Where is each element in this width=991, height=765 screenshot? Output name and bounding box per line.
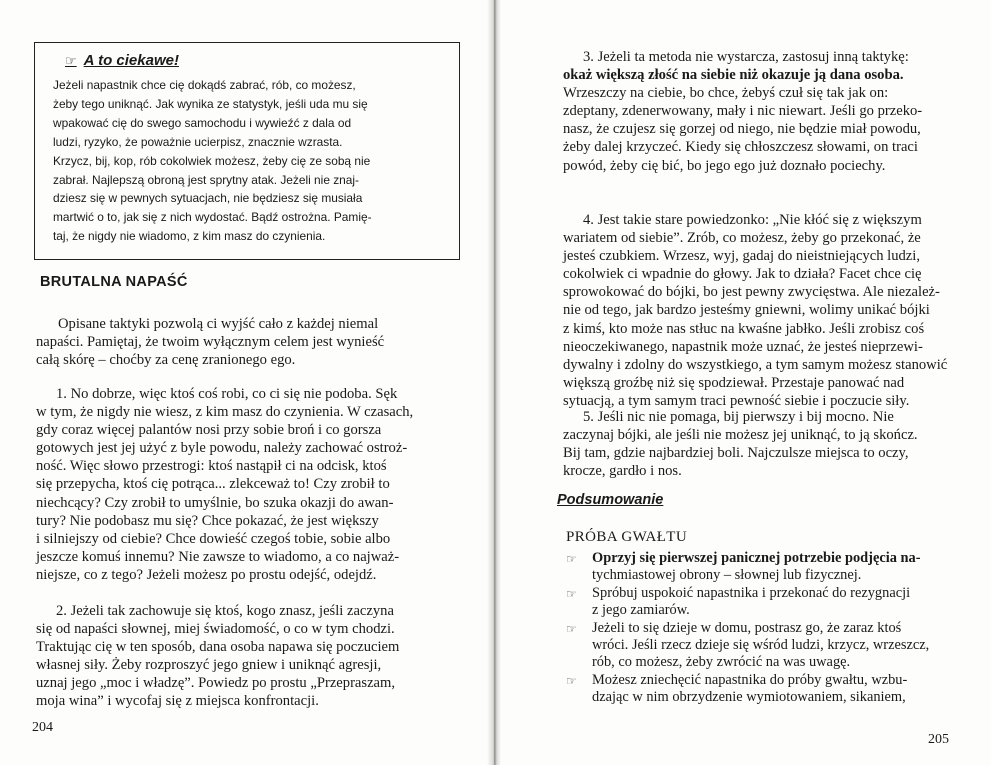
text-line: wariatem od siebie”. Zrób, co możesz, żeby go przekonać, że	[563, 230, 921, 247]
text-line: Jeżeli to się dzieje w domu, postrasz go, że zaraz ktoś	[592, 619, 902, 636]
text-line: całą skórę – choćby za cenę zranionego ego.	[36, 352, 296, 369]
text-line: 4. Jest takie stare powiedzonko: „Nie kłóć się z większym	[583, 212, 922, 228]
book-gutter	[487, 0, 501, 765]
text-line: Jeżeli napastnik chce cię dokądś zabrać, rób, co możesz,	[53, 78, 356, 92]
summary-subheading: PRÓBA GWAŁTU	[566, 529, 688, 545]
pointing-hand-icon: ☞	[566, 673, 577, 688]
pointing-hand-icon: ☞	[566, 552, 577, 566]
paragraph-4	[563, 211, 963, 410]
text-line: Oprzyj się pierwszej panicznej potrzebie podjęcia na-	[592, 550, 921, 566]
text-line: jesteś czubkiem. Wrzesz, wyj, gadaj do nieistniejących ludzi,	[563, 248, 920, 265]
text-line: Bij tam, gdzie najbardziej boli. Najczulsze miejsca to oczy,	[563, 445, 909, 462]
text-line: żeby dalej krzyczeć. Kiedy się chłoszczesz słowami, on traci	[563, 139, 918, 156]
text-line: sprowokować do bójki, bo jest pewny zwycięstwa. Ale niezależ-	[563, 284, 940, 301]
pointing-hand-icon: ☞	[566, 621, 577, 636]
text-line: się przepycha, ktoś cię potrąca... zlekceważ to! Czy zrobił to	[36, 476, 390, 493]
text-line: dywalny i zdolny do wszystkiego, a tym samym możesz stanowić	[563, 356, 948, 373]
text-line: rób, co możesz, żeby zwrócić na was uwagę.	[592, 654, 851, 671]
text-line: nie od tego, jak bardzo jesteśmy gniewni, wolimy unikać bójki	[563, 302, 930, 319]
text-line: sytuacją, a tym samym traci pewność siebie i poczucie siły.	[563, 392, 910, 409]
pointing-hand-icon: ☞	[65, 52, 77, 68]
text-line: niejsze, co z tego? Jeżeli możesz po prostu odejść, odejdź.	[36, 566, 377, 583]
text-line: Możesz zniechęcić napastnika do próby gwałtu, wzbu-	[592, 671, 908, 688]
text-line: nieoczekiwanego, napastnik może uznać, że jesteś nieprzewi-	[563, 338, 923, 355]
text-line: martwić o to, jak się z nich wydostać. Bądź ostrożna. Pamię-	[53, 210, 372, 225]
info-box-title	[65, 52, 445, 69]
text-line: Wrzeszczy na ciebie, bo chce, żebyś czuł się tak jak on:	[563, 85, 889, 102]
paragraph-5	[563, 408, 963, 480]
text-line: cokolwiek ci wpadnie do głowy. Jak to działa? Facet chce cię	[563, 266, 922, 283]
text-line: dziesz się w pewnych sytuacjach, nie będziesz się musiała	[53, 191, 363, 206]
list-item	[566, 620, 960, 672]
text-line: z jego zamiarów.	[592, 602, 690, 619]
right-page	[500, 0, 991, 765]
text-line: większą groźbę niż się spodziewał. Przestaje panować nad	[563, 374, 905, 391]
info-box-title-text: A to ciekawe!	[83, 52, 179, 69]
text-line: niechcący? Czy zrobił to umyślnie, bo szuka okazji do awan-	[36, 494, 394, 511]
text-line: wpakować cię do swego samochodu i wywieźć z dala od	[53, 115, 352, 130]
text-line: 5. Jeśli nic nie pomaga, bij pierwszy i bij mocno. Nie	[583, 409, 894, 425]
text-line: Traktując cię w ten sposób, dana osoba napawa się poczuciem	[36, 639, 400, 656]
summary-heading: Podsumowanie	[557, 492, 664, 508]
text-line: zaczynaj bójki, ale jeśli nie możesz jej uniknąć, to ją skończ.	[563, 427, 918, 444]
text-line: nasz, że czujesz się gorzej od niego, nie będzie miał powodu,	[563, 121, 921, 138]
text-line: Spróbuj uspokoić napastnika i przekonać do rezygnacji	[592, 584, 911, 601]
text-line: własnej siły. Żeby rozproszyć jego gniew i uniknąć agresji,	[36, 657, 382, 674]
text-line: się od napaści słownej, miej świadomość, o co w tym chodzi.	[36, 621, 395, 638]
summary-list	[566, 550, 960, 707]
text-line: tury? Nie podobasz mu się? Chce pokazać, że jest większy	[36, 512, 379, 529]
text-line: 2. Jeżeli tak zachowuje się ktoś, kogo znasz, jeśli zaczyna	[56, 603, 394, 619]
text-line: ność. Więc słowo przestrogi: ktoś nastąpił ci na odcisk, ktoś	[36, 458, 387, 475]
paragraph-2	[36, 602, 438, 711]
text-line: w tym, że nigdy nie wiesz, z kim masz do czynienia. W czasach,	[36, 404, 414, 421]
text-line: zabrał. Najlepszą obroną jest sprytny atak. Jeżeli nie znaj-	[53, 172, 360, 187]
text-line: Opisane taktyki pozwolą ci wyjść cało z każdej niemal	[58, 316, 379, 332]
intro-paragraph	[36, 315, 438, 369]
text-line: jeszcze komuś innemu? Nie zawsze to wiadomo, a co najważ-	[36, 548, 400, 565]
info-box-text	[53, 76, 445, 246]
text-line: 1. No dobrze, więc ktoś coś robi, co ci się nie podoba. Sęk	[56, 386, 398, 402]
text-line: gotowych jest jej użyć z byle powodu, należy zachować ostroż-	[36, 440, 408, 457]
text-line: i silniejszy od ciebie? Chce dowieść czegoś tobie, sobie albo	[36, 530, 391, 547]
text-line: gdy coraz więcej palantów nosi przy sobie broń i co gorsza	[36, 422, 382, 439]
text-line: okaż większą złość na siebie niż okazuje ją dana osoba.	[563, 67, 904, 84]
section-title: BRUTALNA NAPAŚĆ	[40, 274, 188, 290]
text-line: napaści. Pamiętaj, że twoim wyłącznym celem jest wynieść	[36, 334, 385, 351]
text-line: żeby tego uniknąć. Jak wynika ze statystyk, jeśli uda mu się	[53, 96, 368, 111]
pointing-hand-icon: ☞	[566, 586, 577, 601]
paragraph-3	[563, 48, 963, 175]
info-box	[34, 42, 460, 260]
text-line: z kimś, kto może nas stłuc na kwaśne jabłko. Jeśli zrobisz coś	[563, 320, 925, 337]
text-line: 3. Jeżeli ta metoda nie wystarcza, zastosuj inną taktykę:	[583, 49, 909, 65]
text-line: dzając w nim obrzydzenie wymiotowaniem, sikaniem,	[592, 689, 906, 706]
text-line: taj, że nigdy nie wiadomo, z kim masz do czynienia.	[53, 229, 326, 244]
text-line: moja wina” i wycofaj się z miejsca konfrontacji.	[36, 693, 319, 710]
text-line: zdeptany, zdenerwowany, mały i nic niewart. Jeśli go przeko-	[563, 103, 923, 120]
text-line: Krzycz, bij, kop, rób cokolwiek możesz, żeby cię ze sobą nie	[53, 153, 371, 168]
paragraph-1	[36, 385, 438, 584]
page-number-right: 205	[928, 732, 949, 747]
list-item	[566, 672, 960, 707]
text-line: tychmiastowej obrony – słownej lub fizycznej.	[592, 567, 862, 584]
text-line: powód, żeby cię bić, bo jego ego już doznało pociechy.	[563, 157, 886, 174]
text-line: wróci. Jeśli rzecz dzieje się wśród ludzi, krzycz, wrzeszcz,	[592, 637, 930, 654]
text-line: ludzi, ryzyko, że poważnie ucierpisz, znacznie wzrasta.	[53, 134, 343, 149]
list-item	[566, 550, 960, 585]
text-line: krocze, gardło i nos.	[563, 463, 682, 480]
left-page	[0, 0, 488, 765]
page-number-left: 204	[32, 720, 53, 735]
list-item	[566, 585, 960, 620]
text-line: uznaj jego „moc i władzę”. Powiedz po prostu „Przepraszam,	[36, 675, 396, 692]
